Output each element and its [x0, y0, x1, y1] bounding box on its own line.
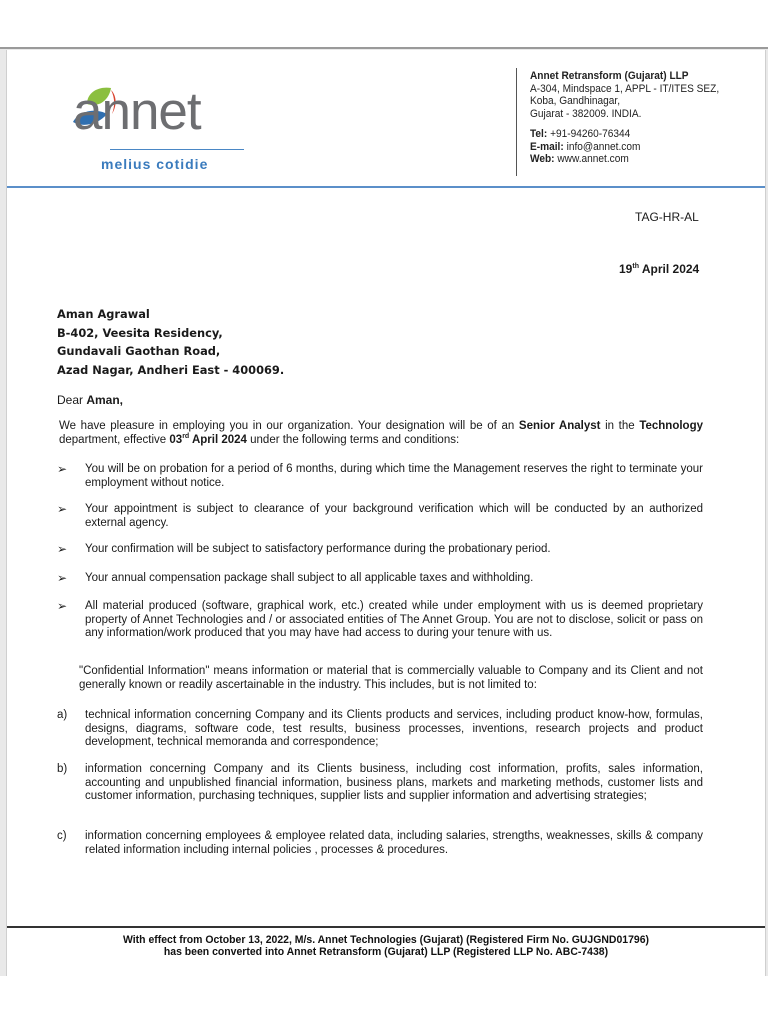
clause-text: information concerning Company and its Clients business, including cost information, profits, sales information, accounting and unpublished financial information, business plans, markets and marketing methods, customer lists and customer information, purchasing techniques, supplier lists and supplier information and advertising strategies; [85, 763, 703, 802]
company-name: Annet Retransform (Gujarat) LLP [530, 70, 689, 82]
intro-paragraph: We have pleasure in employing you in our organization. Your designation will be of an Senior Analyst in the Technology department, effective 03rd April 2024 under the following terms and conditions: [59, 420, 703, 446]
letter-reference: TAG-HR-AL [635, 210, 699, 224]
clause-label: b) [57, 763, 68, 775]
clause-label: c) [57, 830, 67, 842]
letter-page [6, 50, 766, 976]
logo-underline [110, 149, 244, 150]
salutation: Dear Aman, [57, 393, 124, 407]
company-address-block [530, 70, 719, 166]
recipient-address [57, 305, 284, 379]
arrow-bullet-icon: ➢ [57, 599, 68, 613]
footer-rule [7, 926, 765, 928]
footer-registration-note: With effect from October 13, 2022, M/s. Annet Technologies (Gujarat) (Registered Firm No. GUJGND01796) has been converted into Annet Retransform (Gujarat) LLP (Registered LLP No. ABC-7438) [122, 934, 650, 958]
clause-label: a) [57, 709, 68, 721]
company-email: E-mail: info@annet.com [530, 140, 641, 153]
letterhead-rule [7, 186, 765, 188]
arrow-bullet-icon: ➢ [57, 571, 68, 585]
recipient-line: Azad Nagar, Andheri East - 400069. [57, 362, 285, 377]
logo-tagline: melius cotidie [101, 156, 209, 172]
bullet-text: Your appointment is subject to clearance of your background verification which will be conducted by an authorized external agency. [85, 503, 703, 529]
company-website: Web: www.annet.com [530, 153, 629, 165]
header-divider [516, 68, 517, 176]
recipient-name: Aman Agrawal [57, 307, 150, 321]
company-phone: Tel: +91-94260-76344 [530, 128, 631, 140]
top-margin [0, 0, 768, 47]
address-line: A-304, Mindspace 1, APPL - IT/ITES SEZ, [530, 82, 720, 95]
address-line: Koba, Gandhinagar, [530, 95, 621, 107]
bullet-text: Your annual compensation package shall subject to all applicable taxes and withholding. [85, 572, 534, 584]
recipient-line: B-402, Veesita Residency, [57, 325, 223, 340]
clause-text: technical information concerning Company and its Clients products and services, including product know-how, formulas, designs, diagrams, software code, test results, business processes, inventions, research projects and product development, technical memoranda and correspondence; [85, 709, 703, 748]
company-logo [37, 66, 252, 172]
confidential-definition: "Confidential Information" means information or material that is commercially valuable to Company and its Client and not generally known or readily ascertainable in the industry. This includes, but is not limited to: [79, 665, 703, 691]
recipient-line: Gundavali Gaothan Road, [57, 344, 221, 358]
letter-date: 19th April 2024 [619, 262, 700, 276]
bullet-text: Your confirmation will be subject to satisfactory performance during the probationary period. [85, 543, 551, 555]
arrow-bullet-icon: ➢ [57, 542, 68, 556]
arrow-bullet-icon: ➢ [57, 502, 68, 516]
arrow-bullet-icon: ➢ [57, 462, 68, 476]
bullet-text: All material produced (software, graphical work, etc.) created while under employment with us is deemed proprietary property of Annet Technologies and / or associated entities of The Annet Group. You are not to disclose, solicit or pass on any information/work produced that you may have had access to during your tenure with us. [85, 600, 703, 639]
bottom-margin [0, 976, 768, 1024]
bullet-text: You will be on probation for a period of 6 months, during which time the Management reserves the right to terminate your employment without notice. [85, 463, 703, 489]
clause-text: information concerning employees & employee related data, including salaries, strengths, weaknesses, skills & company related information including internal policies , processes & procedures. [85, 830, 703, 856]
logo-wordmark: annet [73, 82, 201, 141]
address-line: Gujarat - 382009. INDIA. [530, 107, 642, 120]
top-divider [0, 47, 768, 49]
